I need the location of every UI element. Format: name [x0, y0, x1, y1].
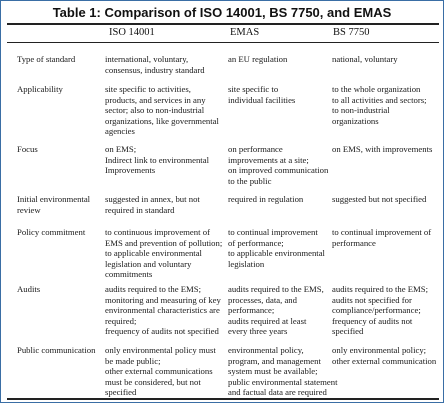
table-cell-line: legislation and voluntary	[105, 258, 192, 269]
table-cell-line: required;	[105, 315, 137, 326]
table-cell-line: to continuous improvement of	[105, 227, 210, 237]
table-cell-emas	[228, 144, 328, 186]
table-cell-line: to applicable environmental	[228, 248, 325, 259]
table-cell-line: site specific to	[228, 84, 279, 94]
table-cell-line: agencies	[105, 126, 135, 137]
table-cell-bs-7750	[332, 284, 440, 337]
table-cell-line: system must be available;	[228, 366, 318, 377]
table-cell-line: program, and management	[228, 355, 321, 366]
table-cell-iso-14001	[105, 194, 227, 215]
row-label	[17, 284, 107, 295]
table-cell-emas	[228, 54, 328, 65]
table-cell-emas	[228, 345, 338, 398]
table-cell-line: on improved communication	[228, 165, 329, 176]
table-cell-line: legislation	[228, 258, 265, 269]
top-rule	[7, 23, 439, 25]
table-cell-line: to continual improvement	[228, 227, 318, 237]
table-cell-line: international, voluntary,	[105, 54, 189, 64]
table-cell-iso-14001	[105, 144, 227, 176]
table-cell-line: individual facilities	[228, 94, 296, 105]
table-cell-line: other external communications	[105, 366, 213, 377]
table-cell-line: national, voluntary	[332, 54, 398, 64]
table-cell-bs-7750	[332, 144, 440, 155]
table-cell-iso-14001	[105, 54, 227, 75]
table-cell-line: Improvements	[105, 165, 156, 176]
table-cell-line: site specific to activities,	[105, 84, 191, 94]
table-cell-line: to all activities and sectors;	[332, 94, 427, 105]
table-cell-emas	[228, 84, 328, 105]
table-cell-line: suggested in annex, but not	[105, 194, 200, 204]
table-cell-bs-7750	[332, 84, 440, 126]
table-cell-line: on EMS, with improvements	[332, 144, 433, 154]
table-cell-line: environmental characteristics are	[105, 305, 220, 316]
row-label-line: Policy commitment	[17, 227, 86, 237]
table-cell-line: an EU regulation	[228, 54, 288, 64]
table-cell-line: organizations	[332, 115, 379, 126]
table-cell-line: to non-industrial	[332, 105, 390, 116]
row-label	[17, 345, 107, 356]
header-rule	[7, 42, 439, 43]
row-label-line: review	[17, 204, 41, 215]
table-cell-line: to applicable environmental	[105, 248, 202, 259]
column-header-iso-14001: ISO 14001	[109, 27, 155, 38]
table-cell-line: Indirect link to environmental	[105, 154, 209, 165]
table-cell-line: every three years	[228, 326, 288, 337]
table-cell-line: consensus, industry standard	[105, 64, 205, 75]
table-cell-line: commitments	[105, 269, 153, 280]
table-cell-line: public environmental statement	[228, 376, 338, 387]
table-title: Table 1: Comparison of ISO 14001, BS 7750, and EMAS	[52, 5, 392, 20]
table-cell-line: suggested but not specified	[332, 194, 427, 204]
table-cell-line: products, and services in any	[105, 94, 206, 105]
table-cell-line: to the public	[228, 175, 272, 186]
column-header-emas: EMAS	[230, 27, 260, 38]
table-cell-emas	[228, 227, 328, 269]
row-label-line: Focus	[17, 144, 38, 154]
row-label	[17, 144, 107, 155]
table-cell-iso-14001	[105, 345, 227, 398]
row-label	[17, 227, 107, 238]
table-cell-line: audits required to the EMS;	[332, 284, 429, 294]
table-cell-line: organizations, like governmental	[105, 115, 219, 126]
table-cell-emas	[228, 194, 328, 205]
bottom-rule	[7, 398, 439, 400]
table-cell-line: sector; also to non-industrial	[105, 105, 205, 116]
row-label	[17, 54, 107, 65]
table-cell-line: only environmental policy;	[332, 345, 427, 355]
table-cell-iso-14001	[105, 227, 227, 280]
row-label	[17, 84, 107, 95]
table-cell-line: on performance	[228, 144, 283, 154]
table-cell-line: specified	[105, 387, 137, 398]
column-header-bs-7750: BS 7750	[333, 27, 370, 38]
table-cell-line: audits required to the EMS,	[228, 284, 324, 294]
row-label-line: Initial environmental	[17, 194, 91, 204]
table-cell-line: audits required at least	[228, 315, 307, 326]
table-cell-line: audits required to the EMS;	[105, 284, 202, 294]
table-cell-emas	[228, 284, 328, 337]
table-cell-line: only environmental policy must	[105, 345, 216, 355]
table-cell-line: to the whole organization	[332, 84, 421, 94]
table-cell-bs-7750	[332, 54, 440, 65]
table-cell-line: frequency of audits not specified	[105, 326, 219, 337]
table-cell-line: audits not specified for	[332, 294, 412, 305]
table-cell-line: frequency of audits not	[332, 315, 413, 326]
table-cell-iso-14001	[105, 284, 227, 337]
table-cell-line: environmental policy,	[228, 345, 304, 355]
table-cell-bs-7750	[332, 345, 440, 366]
row-label-line: Type of standard	[17, 54, 76, 64]
row-label-line: Applicability	[17, 84, 63, 94]
table-cell-line: performance;	[228, 305, 275, 316]
table-cell-line: other external communication	[332, 355, 437, 366]
table-cell-line: must be considered, but not	[105, 376, 201, 387]
table-cell-line: of performance;	[228, 237, 284, 248]
table-cell-line: monitoring and measuring of key	[105, 294, 221, 305]
table-cell-line: required in standard	[105, 204, 175, 215]
table-cell-line: EMS and prevention of pollution;	[105, 237, 223, 248]
table-cell-line: specified	[332, 326, 364, 337]
table-cell-line: and factual data are required	[228, 387, 327, 398]
table-cell-line: required in regulation	[228, 194, 304, 204]
table-cell-line: processes, data, and	[228, 294, 297, 305]
row-label-line: Public communication	[17, 345, 96, 355]
table-cell-line: be made public;	[105, 355, 161, 366]
table-cell-line: improvements at a site;	[228, 154, 309, 165]
row-label	[17, 194, 107, 215]
table-cell-bs-7750	[332, 227, 440, 248]
row-label-line: Audits	[17, 284, 41, 294]
table-cell-line: on EMS;	[105, 144, 137, 154]
table-cell-line: performance	[332, 237, 376, 248]
table-cell-bs-7750	[332, 194, 440, 205]
table-cell-line: to continual improvement of	[332, 227, 432, 237]
table-cell-iso-14001	[105, 84, 227, 137]
table-cell-line: compliance/performance;	[332, 305, 421, 316]
